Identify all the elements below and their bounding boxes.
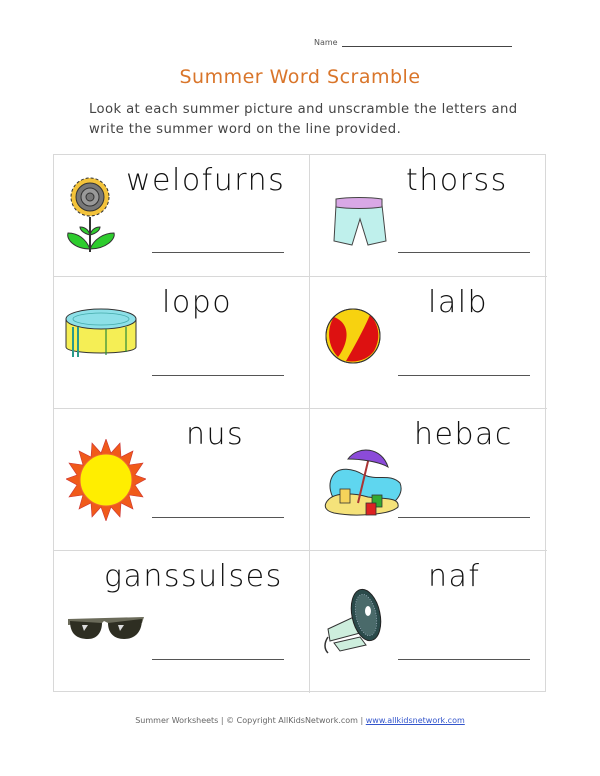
name-label: Name <box>314 38 338 47</box>
pool-icon <box>64 307 140 361</box>
answer-line[interactable] <box>398 517 530 518</box>
puzzle-cell <box>54 155 310 277</box>
answer-line[interactable] <box>152 375 284 376</box>
beach-icon <box>324 445 404 521</box>
answer-line[interactable] <box>152 252 284 253</box>
sun-icon <box>66 439 146 521</box>
puzzle-cell <box>54 277 310 409</box>
instructions: Look at each summer picture and unscramble the letters and write the summer word on the line provided. <box>89 102 518 137</box>
footer-link[interactable]: www.allkidsnetwork.com <box>365 716 465 725</box>
puzzle-cell <box>54 409 310 551</box>
scrambled-word: welofurns <box>126 163 286 198</box>
sunflower-icon <box>64 177 120 257</box>
fan-icon <box>324 581 386 657</box>
name-input-line[interactable] <box>342 38 512 47</box>
scrambled-word: ganssulses <box>104 559 283 594</box>
puzzle-cell <box>54 551 310 693</box>
puzzle-cell <box>310 155 547 277</box>
beach-ball-icon <box>324 307 382 365</box>
puzzle-cell <box>310 551 547 693</box>
footer <box>0 716 600 725</box>
answer-line[interactable] <box>152 517 284 518</box>
answer-line[interactable] <box>152 659 284 660</box>
page-title: Summer Word Scramble <box>179 66 421 88</box>
answer-line[interactable] <box>398 659 530 660</box>
answer-line[interactable] <box>398 252 530 253</box>
scrambled-word: thorss <box>406 163 508 198</box>
scrambled-word: naf <box>428 559 481 594</box>
shorts-icon <box>328 195 390 247</box>
scrambled-word: lalb <box>428 285 489 320</box>
name-field <box>314 38 512 47</box>
scrambled-word: nus <box>186 417 245 452</box>
answer-line[interactable] <box>398 375 530 376</box>
puzzle-cell <box>310 409 547 551</box>
puzzle-grid <box>53 154 546 692</box>
footer-text: Summer Worksheets | © Copyright AllKidsNetwork.com | <box>135 716 366 725</box>
scrambled-word: lopo <box>162 285 233 320</box>
scrambled-word: hebac <box>414 417 513 452</box>
puzzle-cell <box>310 277 547 409</box>
sunglasses-icon <box>66 613 146 641</box>
